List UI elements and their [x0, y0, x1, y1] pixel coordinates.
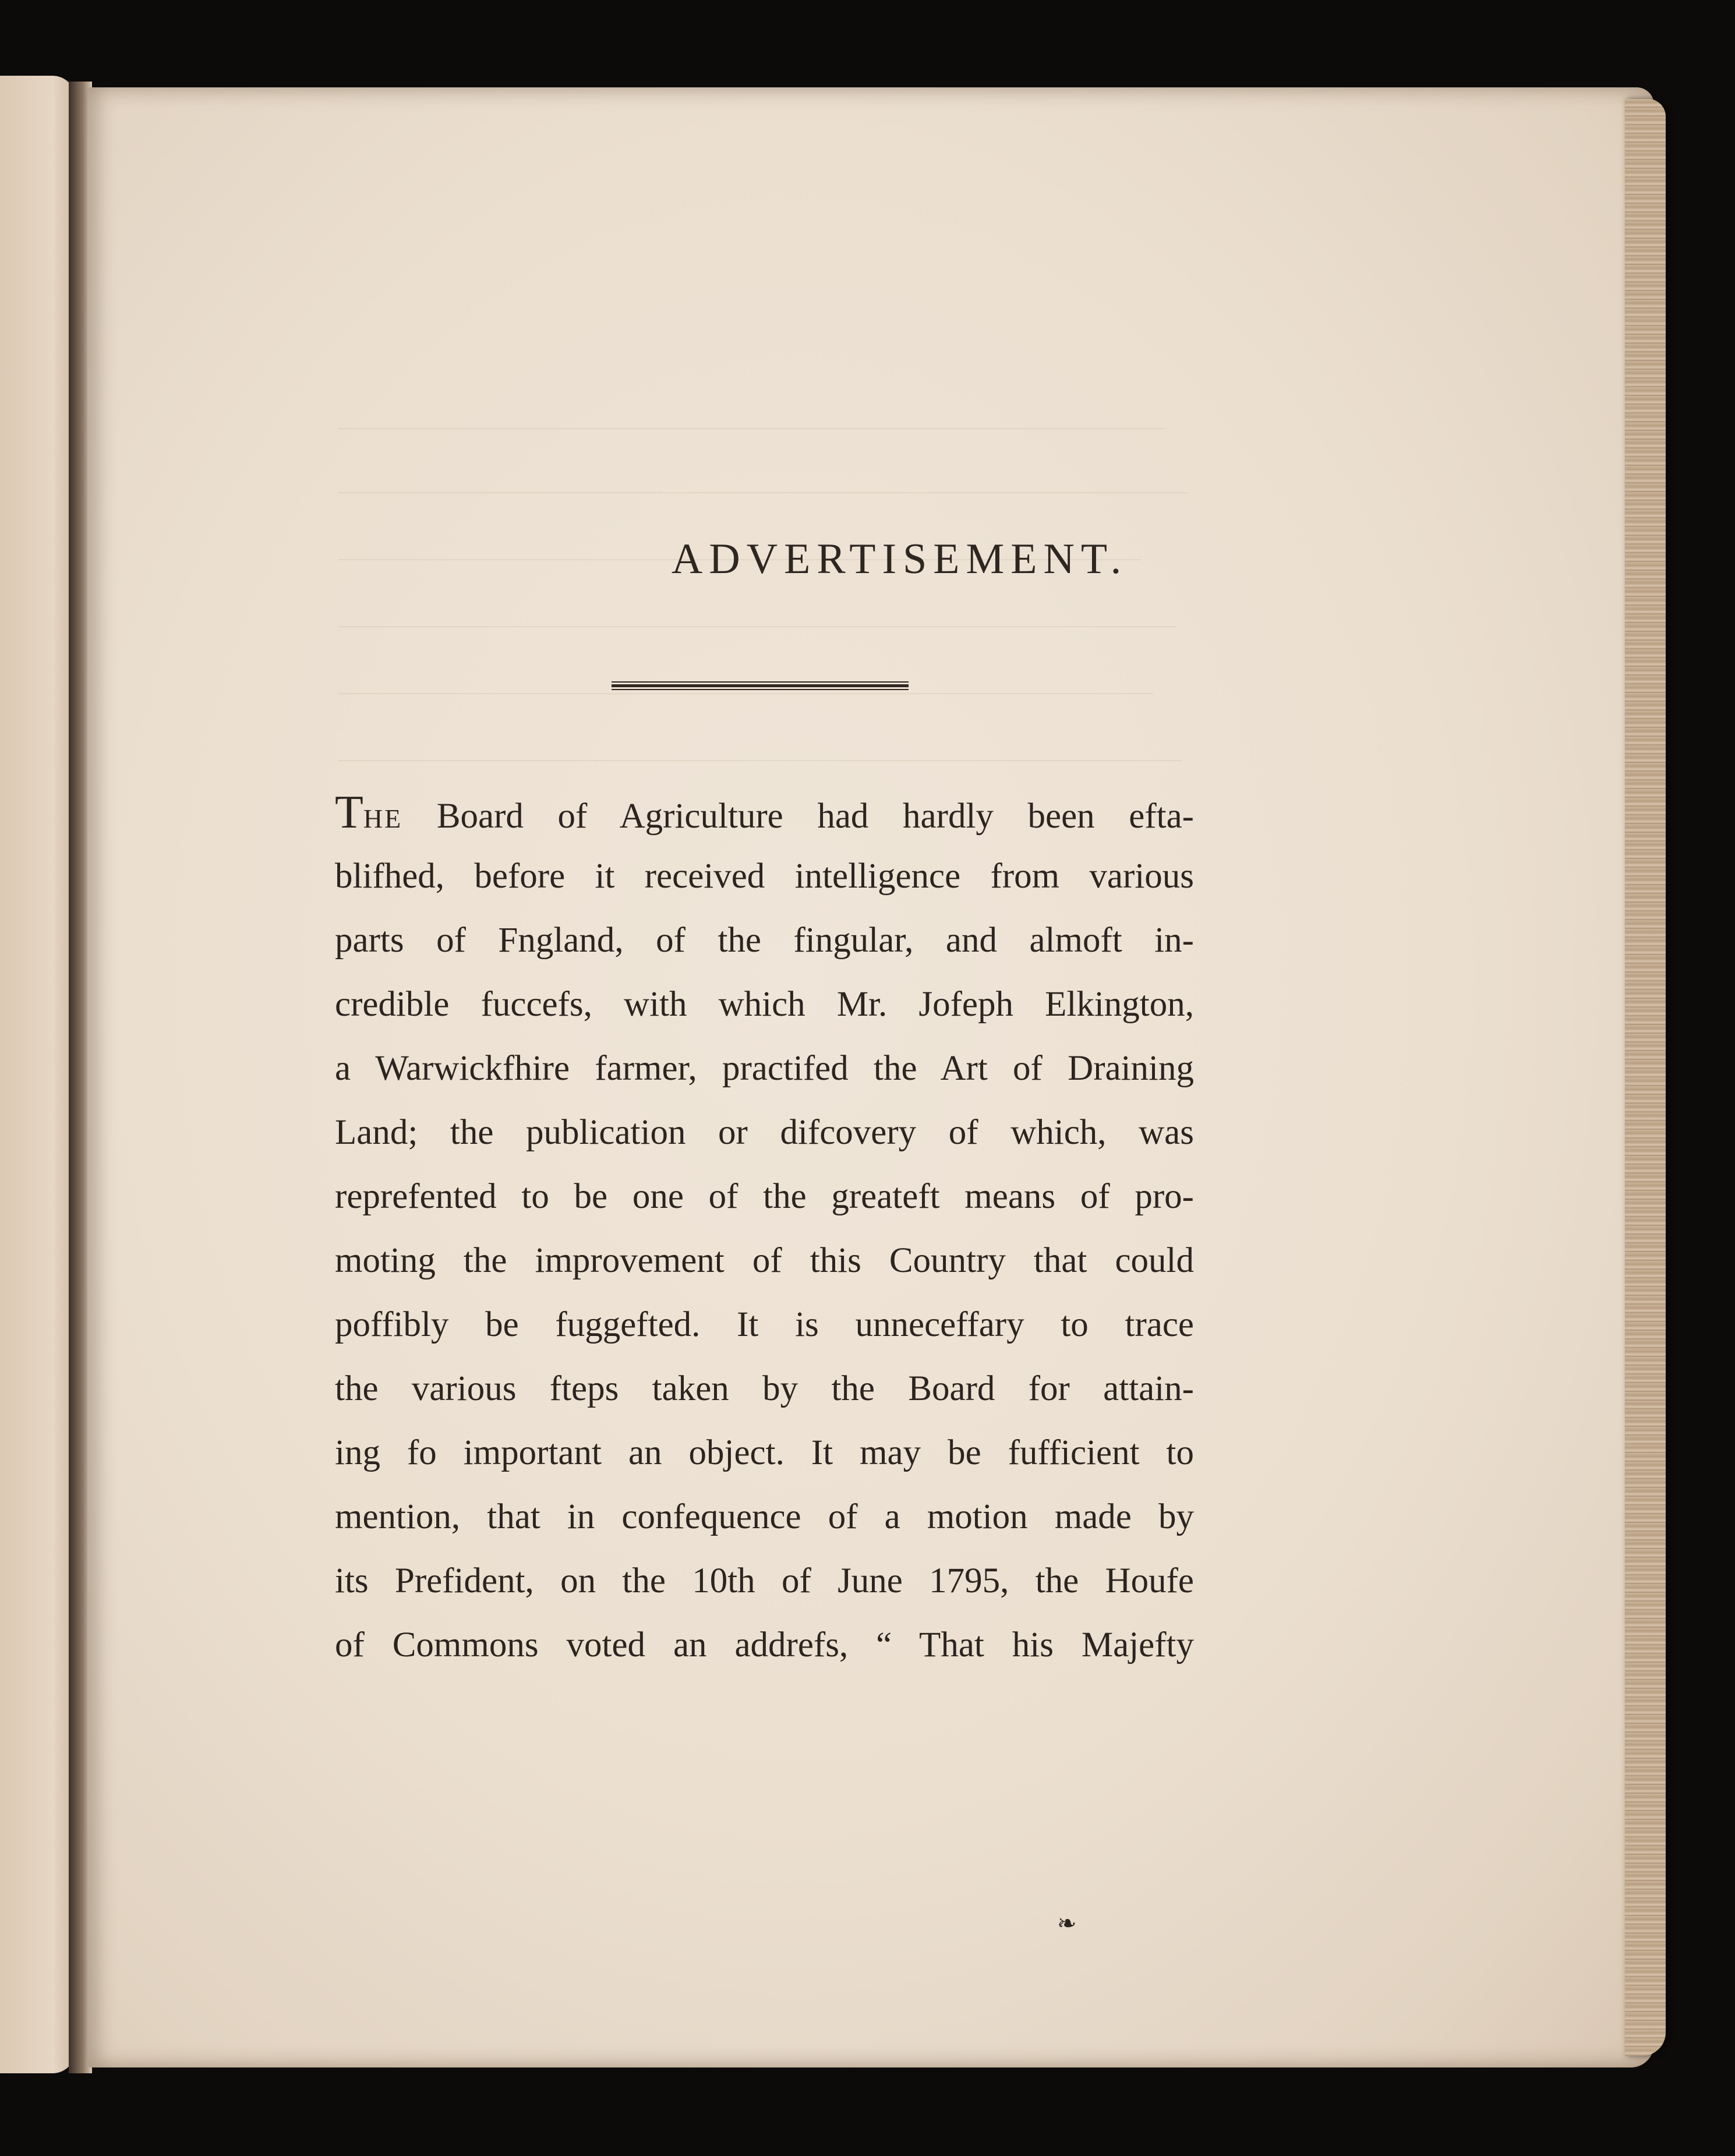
text-line: ing fo important an object. It may be fufficient to — [335, 1433, 1194, 1472]
text-line: reprefented to be one of the greateft means of pro- — [335, 1177, 1194, 1216]
text-line: its Prefident, on the 10th of June 1795, the Houfe — [335, 1561, 1194, 1600]
show-through — [338, 693, 1153, 694]
text-line: poffibly be fuggefted. It is unneceffary to trace — [335, 1305, 1194, 1344]
text-line: moting the improvement of this Country that could — [335, 1241, 1194, 1280]
text-line: a Warwickfhire farmer, practifed the Art of Draining — [335, 1049, 1194, 1088]
double-rule-divider — [612, 681, 909, 691]
text-line: Land; the publication or difcovery of which, was — [335, 1113, 1194, 1152]
small-caps-lead: HE — [363, 804, 403, 833]
text-line: mention, that in confequence of a motion made by — [335, 1497, 1194, 1536]
drop-cap: T — [335, 787, 363, 838]
show-through — [338, 760, 1182, 761]
text-line-content: Board of Agriculture had hardly been efta- — [402, 797, 1194, 836]
text-line: parts of Fngland, of the fingular, and almoft in- — [335, 921, 1194, 960]
show-through — [338, 492, 1188, 493]
text-line: blifhed, before it received intelligence from various — [335, 857, 1194, 896]
text-line: the various fteps taken by the Board for attain- — [335, 1369, 1194, 1408]
text-line — [335, 780, 1194, 844]
show-through — [338, 626, 1176, 627]
page-fore-edge — [1625, 99, 1666, 2056]
page-heading: ADVERTISEMENT. — [671, 535, 1128, 583]
show-through — [338, 428, 1165, 429]
left-page-edge — [0, 76, 76, 2073]
text-line: credible fuccefs, with which Mr. Jofeph Elkington, — [335, 985, 1194, 1024]
printer-signature-mark: ❧ — [1057, 1910, 1077, 1937]
body-paragraph — [335, 780, 1194, 1677]
text-line: of Commons voted an addrefs, “ That his Majefty — [335, 1625, 1194, 1664]
